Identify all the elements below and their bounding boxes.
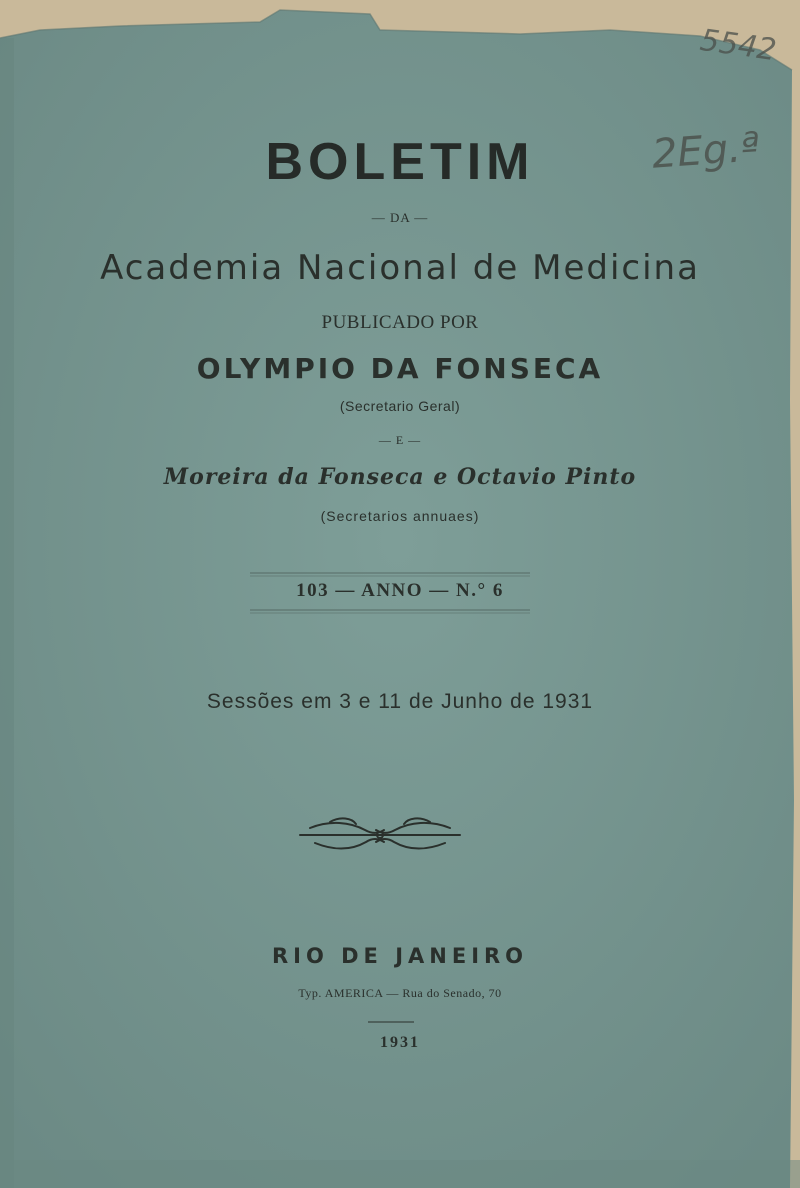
publication-year: 1931 <box>380 1034 420 1051</box>
handwritten-copy-note: 2Eg.ª <box>650 124 762 178</box>
handwritten-number: 5542 <box>697 22 779 69</box>
secretaries-role: (Secretarios annuaes) <box>320 508 480 524</box>
editor-name: OLYMPIO DA FONSECA <box>196 352 604 385</box>
printer-line: Typ. AMERICA — Rua do Senado, 70 <box>298 986 502 1000</box>
secretaries-names: Moreira da Fonseca e Octavio Pinto <box>163 464 637 490</box>
da-line: — DA — <box>371 210 429 225</box>
city-name: RIO DE JANEIRO <box>271 944 529 968</box>
sessions-line: Sessões em 3 e 11 de Junho de 1931 <box>206 690 594 713</box>
issue-number: 103 — ANNO — N.° 6 <box>296 580 504 601</box>
editor-role: (Secretario Geral) <box>339 398 461 414</box>
published-by: PUBLICADO POR <box>321 312 479 333</box>
and-line: — E — <box>378 433 422 447</box>
academy-name: Academia Nacional de Medicina <box>100 248 700 288</box>
page-title: BOLETIM <box>265 133 535 191</box>
